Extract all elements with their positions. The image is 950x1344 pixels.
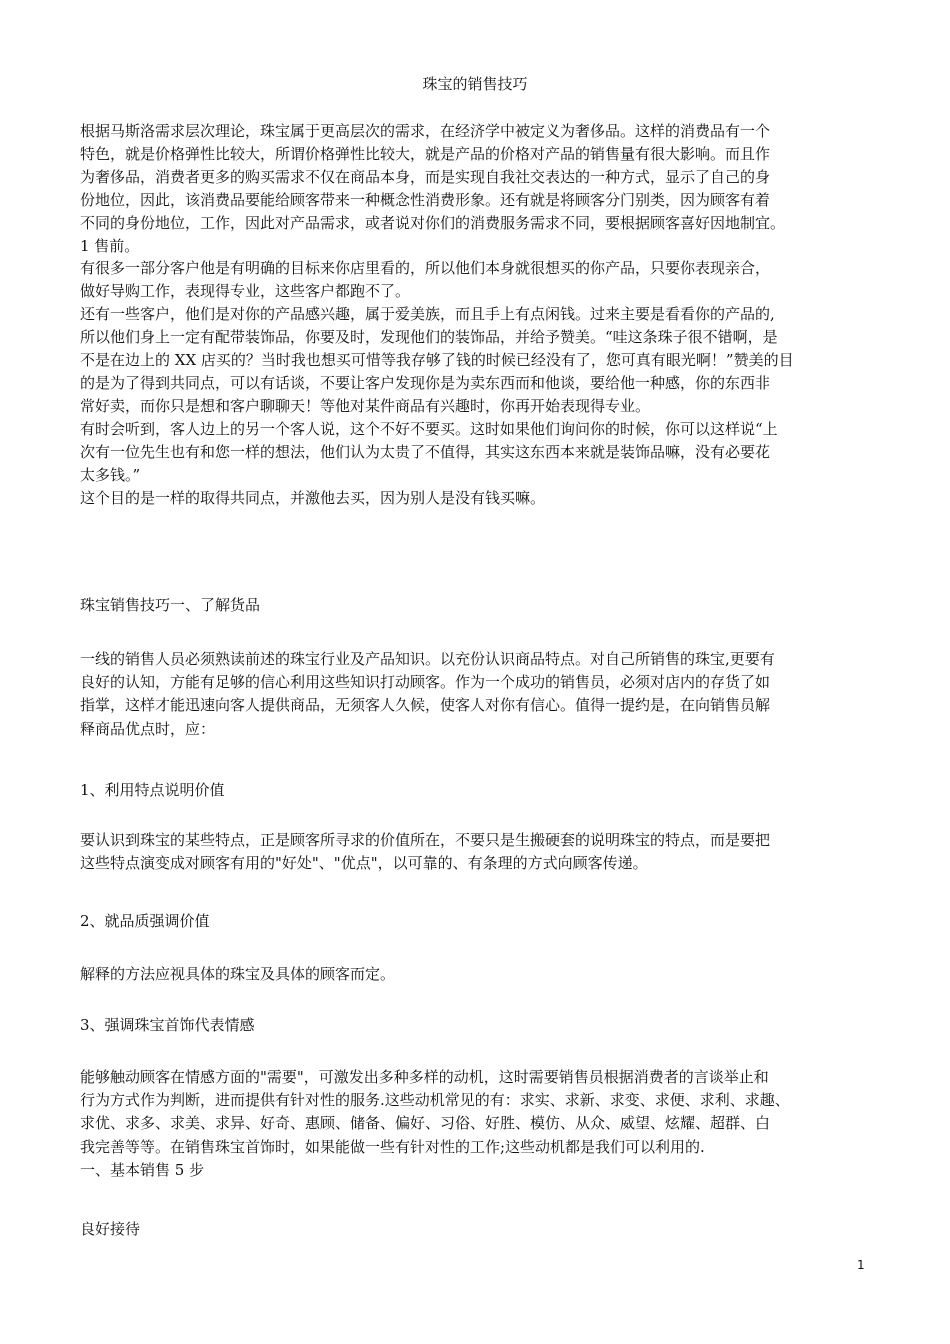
text-line: 有时会听到，客人边上的另一个客人说，这个不好不要买。这时如果他们询问你的时候，你可以这样说“上	[80, 419, 778, 438]
text-line: 特色，就是价格弹性比较大，所谓价格弹性比较大，就是产品的价格对产品的销售量有很大影响。而且作	[80, 144, 771, 163]
text-line: 解释的方法应视具体的珠宝及具体的顾客而定。	[80, 965, 396, 983]
text-line: 指掌，这样才能迅速向客人提供商品，无须客人久候，使客人对你有信心。值得一提约是，在向销售员解	[80, 696, 771, 715]
text-line: 能够触动顾客在情感方面的"需要"，可激发出多种多样的动机，这时需要销售员根据消费者的言谈举止和	[80, 1068, 769, 1086]
text-line: 1 售前。	[80, 236, 140, 255]
page-number: 1	[857, 1258, 865, 1272]
text-line: 这些特点演变成对顾客有用的"好处"、"优点"，以可靠的、有条理的方式向顾客传递。	[80, 854, 648, 873]
text-line: 所以他们身上一定有配带装饰品，你要及时，发现他们的装饰品，并给予赞美。“哇这条珠子很不错啊，是	[80, 328, 778, 347]
text-line: 这个目的是一样的取得共同点，并激他去买，因为别人是没有钱买嘛。	[80, 488, 546, 507]
text-line: 为奢侈品，消费者更多的购买需求不仅在商品本身，而是实现自我社交表达的一种方式，显示了自己的身	[80, 167, 771, 186]
text-line: 份地位，因此，该消费品要能给顾客带来一种概念性消费形象。还有就是将顾客分门别类，因为顾客有着	[80, 190, 771, 209]
body-paragraph	[80, 963, 880, 986]
body-paragraph	[80, 648, 880, 741]
text-line: 一、基本销售 5 步	[80, 1160, 205, 1179]
text-line: 释商品优点时，应：	[80, 719, 216, 738]
section-heading	[80, 1218, 880, 1241]
section-heading	[80, 779, 880, 802]
text-line: 一线的销售人员必须熟读前述的珠宝行业及产品知识。以充份认识商品特点。对自己所销售的珠宝,更要有	[80, 650, 775, 668]
page-title: 珠宝的销售技巧	[422, 75, 528, 93]
heading-text: 3、强调珠宝首饰代表情感	[80, 1016, 255, 1034]
text-line: 不是在边上的 XX 店买的？当时我也想买可惜等我存够了钱的时候已经没有了，您可真有眼光啊！”赞美的目	[80, 351, 794, 370]
intro-paragraph	[80, 120, 880, 509]
text-line: 行为方式作为判断，进而提供有针对性的服务.这些动机常见的有：求实、求新、求变、求便、求利、求趣、	[80, 1091, 790, 1110]
text-line: 有很多一部分客户他是有明确的目标来你店里看的，所以他们本身就很想买的你产品，只要你表现亲合，	[80, 259, 771, 278]
heading-text: 珠宝销售技巧一、了解货品	[80, 596, 261, 614]
text-line: 做好导购工作，表现得专业，这些客户都跑不了。	[80, 282, 411, 301]
section-heading	[80, 1014, 880, 1037]
heading-text: 良好接待	[80, 1220, 141, 1238]
text-line: 求优、求多、求美、求异、好奇、惠顾、储备、偏好、习俗、好胜、模仿、从众、威望、炫耀、超群、白	[80, 1114, 771, 1133]
text-line: 要认识到珠宝的某些特点，正是顾客所寻求的价值所在，不要只是生搬硬套的说明珠宝的特点，而是要把	[80, 831, 771, 849]
section-heading	[80, 910, 880, 933]
text-line: 良好的认知，方能有足够的信心利用这些知识打动顾客。作为一个成功的销售员，必须对店内的存货了如	[80, 673, 771, 692]
heading-text: 2、就品质强调价值	[80, 912, 210, 930]
text-line: 太多钱。”	[80, 465, 141, 484]
body-paragraph	[80, 829, 880, 875]
text-line: 不同的身份地位，工作，因此对产品需求，或者说对你们的消费服务需求不同，要根据顾客喜好因地制宜。	[80, 213, 786, 232]
text-line: 还有一些客户，他们是对你的产品感兴趣，属于爱美族，而且手上有点闲钱。过来主要是看看你的产品的,	[80, 305, 775, 324]
text-line: 常好卖，而你只是想和客户聊聊天！等他对某件商品有兴趣时，你再开始表现得专业。	[80, 396, 651, 415]
text-line: 的是为了得到共同点，可以有话谈，不要让客户发现你是为卖东西而和他谈，要给他一种感，你的东西非	[80, 373, 771, 392]
text-line: 次有一位先生也有和您一样的想法，他们认为太贵了不值得，其实这东西本来就是装饰品嘛，没有必要花	[80, 442, 771, 461]
text-line: 我完善等等。在销售珠宝首饰时，如果能做一些有针对性的工作;这些动机都是我们可以利用的.	[80, 1137, 705, 1156]
heading-text: 1、利用特点说明价值	[80, 781, 225, 799]
section-heading	[80, 594, 880, 617]
body-paragraph	[80, 1066, 880, 1182]
text-line: 根据马斯洛需求层次理论，珠宝属于更高层次的需求，在经济学中被定义为奢侈品。这样的消费品有一个	[80, 122, 771, 140]
